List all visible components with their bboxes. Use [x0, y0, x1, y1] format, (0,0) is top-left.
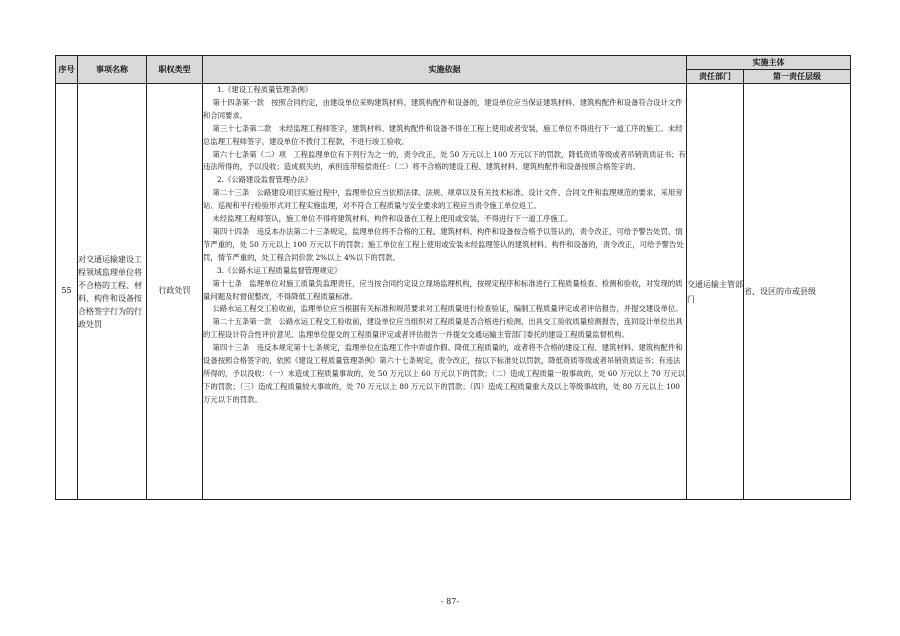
basis-paragraph: 第三十七条第二款 未经监理工程师签字，建筑材料、建筑构配件和设备不得在工程上使用或者安装，施工单位不得进行下一道工序的施工。未经总监理工程师签字，建设单位不拨付工程款，不进行竣工验收。	[203, 123, 683, 146]
row-dept: 交通运输主管部门	[687, 84, 744, 500]
row-item-name: 对交通运输建设工程领域监理单位将不合格的工程、材料、构件和设备按合格签字行为的行政处罚	[78, 84, 147, 500]
basis-paragraph: 第二十三条 公路建设项目实施过程中，监理单位应当依照法律、法规、规章以及有关技术标准、设计文件、合同文件和监理规范的要求，采用旁站、巡视和平行检验形式对工程实施监理，对不符合工程质量与安全要求的工程应当责令施工单位返工。	[203, 188, 683, 211]
header-subject: 实施主体	[687, 56, 851, 70]
row-seq: 55	[56, 84, 78, 500]
basis-paragraph: 第二十五条第一款 公路水运工程交工验收前，建设单位应当组织对工程质量是否合格进行检测，出具交工验收质量检测报告，连同设计单位出具的工程设计符合性评价意见、监理单位提交的工程质量评定或者评估报告一并提交交通运输主管部门委托的建设工程质量监督机构。	[203, 317, 683, 340]
basis-paragraph: 1.《建设工程质量管理条例》	[217, 85, 313, 94]
basis-paragraph: 未经监理工程师签认，施工单位不得将建筑材料、构件和设备在工程上使用或安装，不得进行下一道工序施工。	[212, 214, 573, 224]
basis-paragraph: 第六十七条第（二）项 工程监理单位有下列行为之一的，责令改正，处 50 万元以上 100 万元以下的罚款，降低资质等级或者吊销资质证书；有违法所得的，予以没收；造成损失的，承担连带赔偿责任：（二）将不合格的建设工程、建筑材料、建筑构配件和设备按照合格签字的。	[203, 149, 686, 172]
header-item-name: 事项名称	[78, 56, 147, 84]
table-row	[56, 84, 851, 500]
row-level: 省、设区的市或县级	[744, 84, 851, 500]
page-number: - 87-	[440, 597, 460, 606]
header-power-type: 职权类型	[147, 56, 203, 84]
enforcement-table	[55, 55, 851, 500]
header-dept: 责任部门	[687, 70, 744, 84]
basis-paragraph: 第四十三条 违反本规定第十七条规定，监理单位在监理工作中弄虚作假、降低工程质量的，或者将不合格的建设工程、建筑材料、建筑构配件和设备按照合格签字的，依照《建设工程质量管理条例》第六十七条规定，责令改正，按以下标准处以罚款，降低资质等级或者吊销资质证书；有违法所得的，予以没收：（一）未造成工程质量事故的，处 50 万元以上 60 万元以下的罚款；（二）造成工程质量一般事故的，处 60 万元以上 70 万元以下的罚款；（三）造成工程质量较大事故的，处 70 万元以上 80 万元以下的罚款；（四）造成工程质量重大及以上等级事故的，处 80 万元以上 100 万元以下的罚款。	[203, 343, 685, 404]
basis-paragraph: 公路水运工程交工验收前，监理单位应当根据有关标准和规范要求对工程质量进行检查验证，编制工程质量评定或者评估报告，并提交建设单位。	[212, 304, 683, 314]
basis-paragraph: 3.《公路水运工程质量监督管理规定》	[217, 265, 342, 275]
header-basis: 实施依据	[203, 56, 687, 84]
row-basis	[203, 84, 687, 500]
row-power-type: 行政处罚	[147, 84, 203, 500]
basis-paragraph: 2.《公路建设监督管理办法》	[217, 175, 313, 185]
basis-paragraph: 第四十四条 违反本办法第二十三条规定，监理单位将不合格的工程、建筑材料、构件和设备按合格予以签认的，责令改正，可给予警告处罚，情节严重的，处 50 万元以上 100 万元以下的罚款；施工单位在工程上使用或安装未经监理签认的建筑材料、构件和设备的，责令改正，可给予警告处罚，情节严重的，处工程合同价款 2%以上 4%以下的罚款。	[203, 226, 684, 262]
header-level: 第一责任层级	[744, 70, 851, 84]
basis-paragraph: 第十四条第一款 按照合同约定，由建设单位采购建筑材料、建筑构配件和设备的，建设单位应当保证建筑材料、建筑构配件和设备符合设计文件和合同要求。	[203, 97, 683, 120]
header-seq: 序号	[56, 56, 78, 84]
basis-paragraph: 第十七条 监理单位对施工质量负监理责任，应当按合同约定设立现场监理机构，按规定程序和标准进行工程质量检查、检测和验收，对发现的质量问题及时督促整改，不得降低工程质量标准。	[203, 278, 683, 301]
